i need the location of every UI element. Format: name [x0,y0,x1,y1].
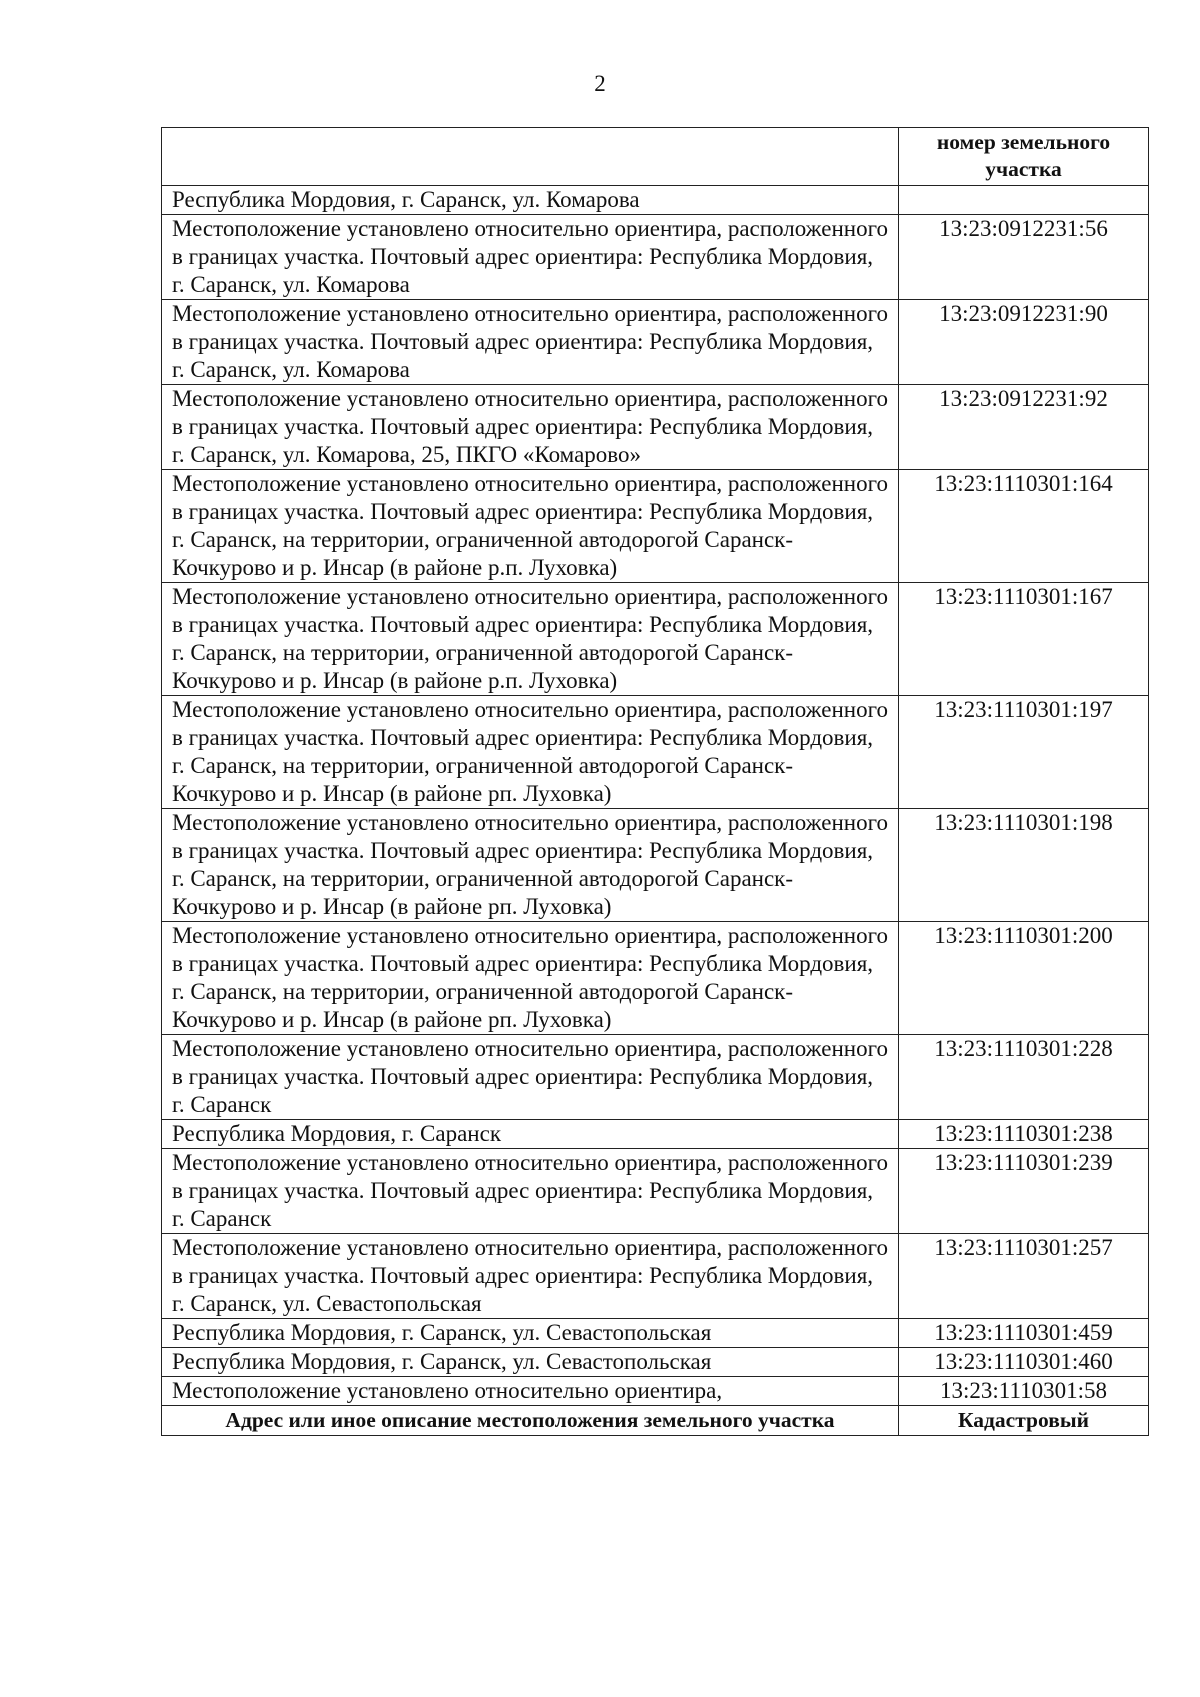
address-cell: Местоположение установлено относительно ориентира, расположенного в границах участка. Почтовый адрес ориентира: Республика Мордовия, г. Саранск, на территории, ограниченной автодорогой Саранск-Кочкурово и р. Инсар (в районе рп. Луховка) [162,809,899,922]
cadastral-number-cell: 13:23:1110301:239 [899,1149,1149,1234]
cadastral-number-cell: 13:23:1110301:238 [899,1120,1149,1149]
cadastral-number-cell [899,186,1149,215]
address-cell: Республика Мордовия, г. Саранск, ул. Комарова [162,186,899,215]
address-cell: Республика Мордовия, г. Саранск, ул. Севастопольская [162,1319,899,1348]
table-row [162,1234,1149,1319]
cadastral-number-cell: 13:23:0912231:56 [899,215,1149,300]
table-row [162,300,1149,385]
header-cadastral-cell: Кадастровый [899,1406,1149,1436]
address-cell: Республика Мордовия, г. Саранск [162,1120,899,1149]
cadastral-number-cell: 13:23:1110301:257 [899,1234,1149,1319]
address-cell: Местоположение установлено относительно ориентира, расположенного в границах участка. Почтовый адрес ориентира: Республика Мордовия, г. Саранск [162,1035,899,1120]
cadastral-number-cell: 13:23:1110301:228 [899,1035,1149,1120]
address-cell: Местоположение установлено относительно ориентира, расположенного в границах участка. Почтовый адрес ориентира: Республика Мордовия, г. Саранск, ул. Комарова [162,215,899,300]
cadastral-number-cell: 13:23:1110301:58 [899,1377,1149,1406]
table-row [162,470,1149,583]
cadastral-number-cell: 13:23:1110301:164 [899,470,1149,583]
header-row-continued [162,128,1149,186]
address-cell: Местоположение установлено относительно ориентира, расположенного в границах участка. Почтовый адрес ориентира: Республика Мордовия, г. Саранск [162,1149,899,1234]
table-row [162,1149,1149,1234]
cadastral-number-cell: 13:23:1110301:198 [899,809,1149,922]
cadastral-number-cell: 13:23:1110301:167 [899,583,1149,696]
address-cell: Местоположение установлено относительно ориентира, расположенного в границах участка. Почтовый адрес ориентира: Республика Мордовия, г. Саранск, на территории, ограниченной автодорогой Саранск-Кочкурово и р. Инсар (в районе р.п. Луховка) [162,583,899,696]
address-cell: Республика Мордовия, г. Саранск, ул. Севастопольская [162,1348,899,1377]
table-row [162,215,1149,300]
table-row [162,1348,1149,1377]
address-cell: Местоположение установлено относительно ориентира, [162,1377,899,1406]
table-row [162,1319,1149,1348]
header-number-cell: номер земельного участка [899,128,1149,186]
address-cell: Местоположение установлено относительно ориентира, расположенного в границах участка. Почтовый адрес ориентира: Республика Мордовия, г. Саранск, на территории, ограниченной автодорогой Саранск-Кочкурово и р. Инсар (в районе рп. Луховка) [162,922,899,1035]
header-address-cell: Адрес или иное описание местоположения земельного участка [162,1406,899,1436]
cadastral-number-cell: 13:23:1110301:460 [899,1348,1149,1377]
cadastral-number-cell: 13:23:0912231:90 [899,300,1149,385]
land-plots-table [161,127,1149,1436]
page-number: 2 [594,71,606,96]
table-row [162,696,1149,809]
address-cell: Местоположение установлено относительно ориентира, расположенного в границах участка. Почтовый адрес ориентира: Республика Мордовия, г. Саранск, ул. Севастопольская [162,1234,899,1319]
table-body [162,128,1149,1436]
table-row [162,583,1149,696]
table-row [162,1120,1149,1149]
address-cell: Местоположение установлено относительно ориентира, расположенного в границах участка. Почтовый адрес ориентира: Республика Мордовия, г. Саранск, ул. Комарова [162,300,899,385]
header-row [162,1406,1149,1436]
table-row [162,385,1149,470]
cadastral-number-cell: 13:23:0912231:92 [899,385,1149,470]
address-cell: Местоположение установлено относительно ориентира, расположенного в границах участка. Почтовый адрес ориентира: Республика Мордовия, г. Саранск, ул. Комарова, 25, ПКГО «Комарово» [162,385,899,470]
address-cell: Местоположение установлено относительно ориентира, расположенного в границах участка. Почтовый адрес ориентира: Республика Мордовия, г. Саранск, на территории, ограниченной автодорогой Саранск-Кочкурово и р. Инсар (в районе р.п. Луховка) [162,470,899,583]
table-row [162,1377,1149,1406]
table-row [162,809,1149,922]
address-cell: Местоположение установлено относительно ориентира, расположенного в границах участка. Почтовый адрес ориентира: Республика Мордовия, г. Саранск, на территории, ограниченной автодорогой Саранск-Кочкурово и р. Инсар (в районе рп. Луховка) [162,696,899,809]
table-row [162,922,1149,1035]
header-address-cell-empty [162,128,899,186]
cadastral-number-cell: 13:23:1110301:197 [899,696,1149,809]
table-row [162,186,1149,215]
cadastral-number-cell: 13:23:1110301:459 [899,1319,1149,1348]
table-row [162,1035,1149,1120]
cadastral-number-cell: 13:23:1110301:200 [899,922,1149,1035]
